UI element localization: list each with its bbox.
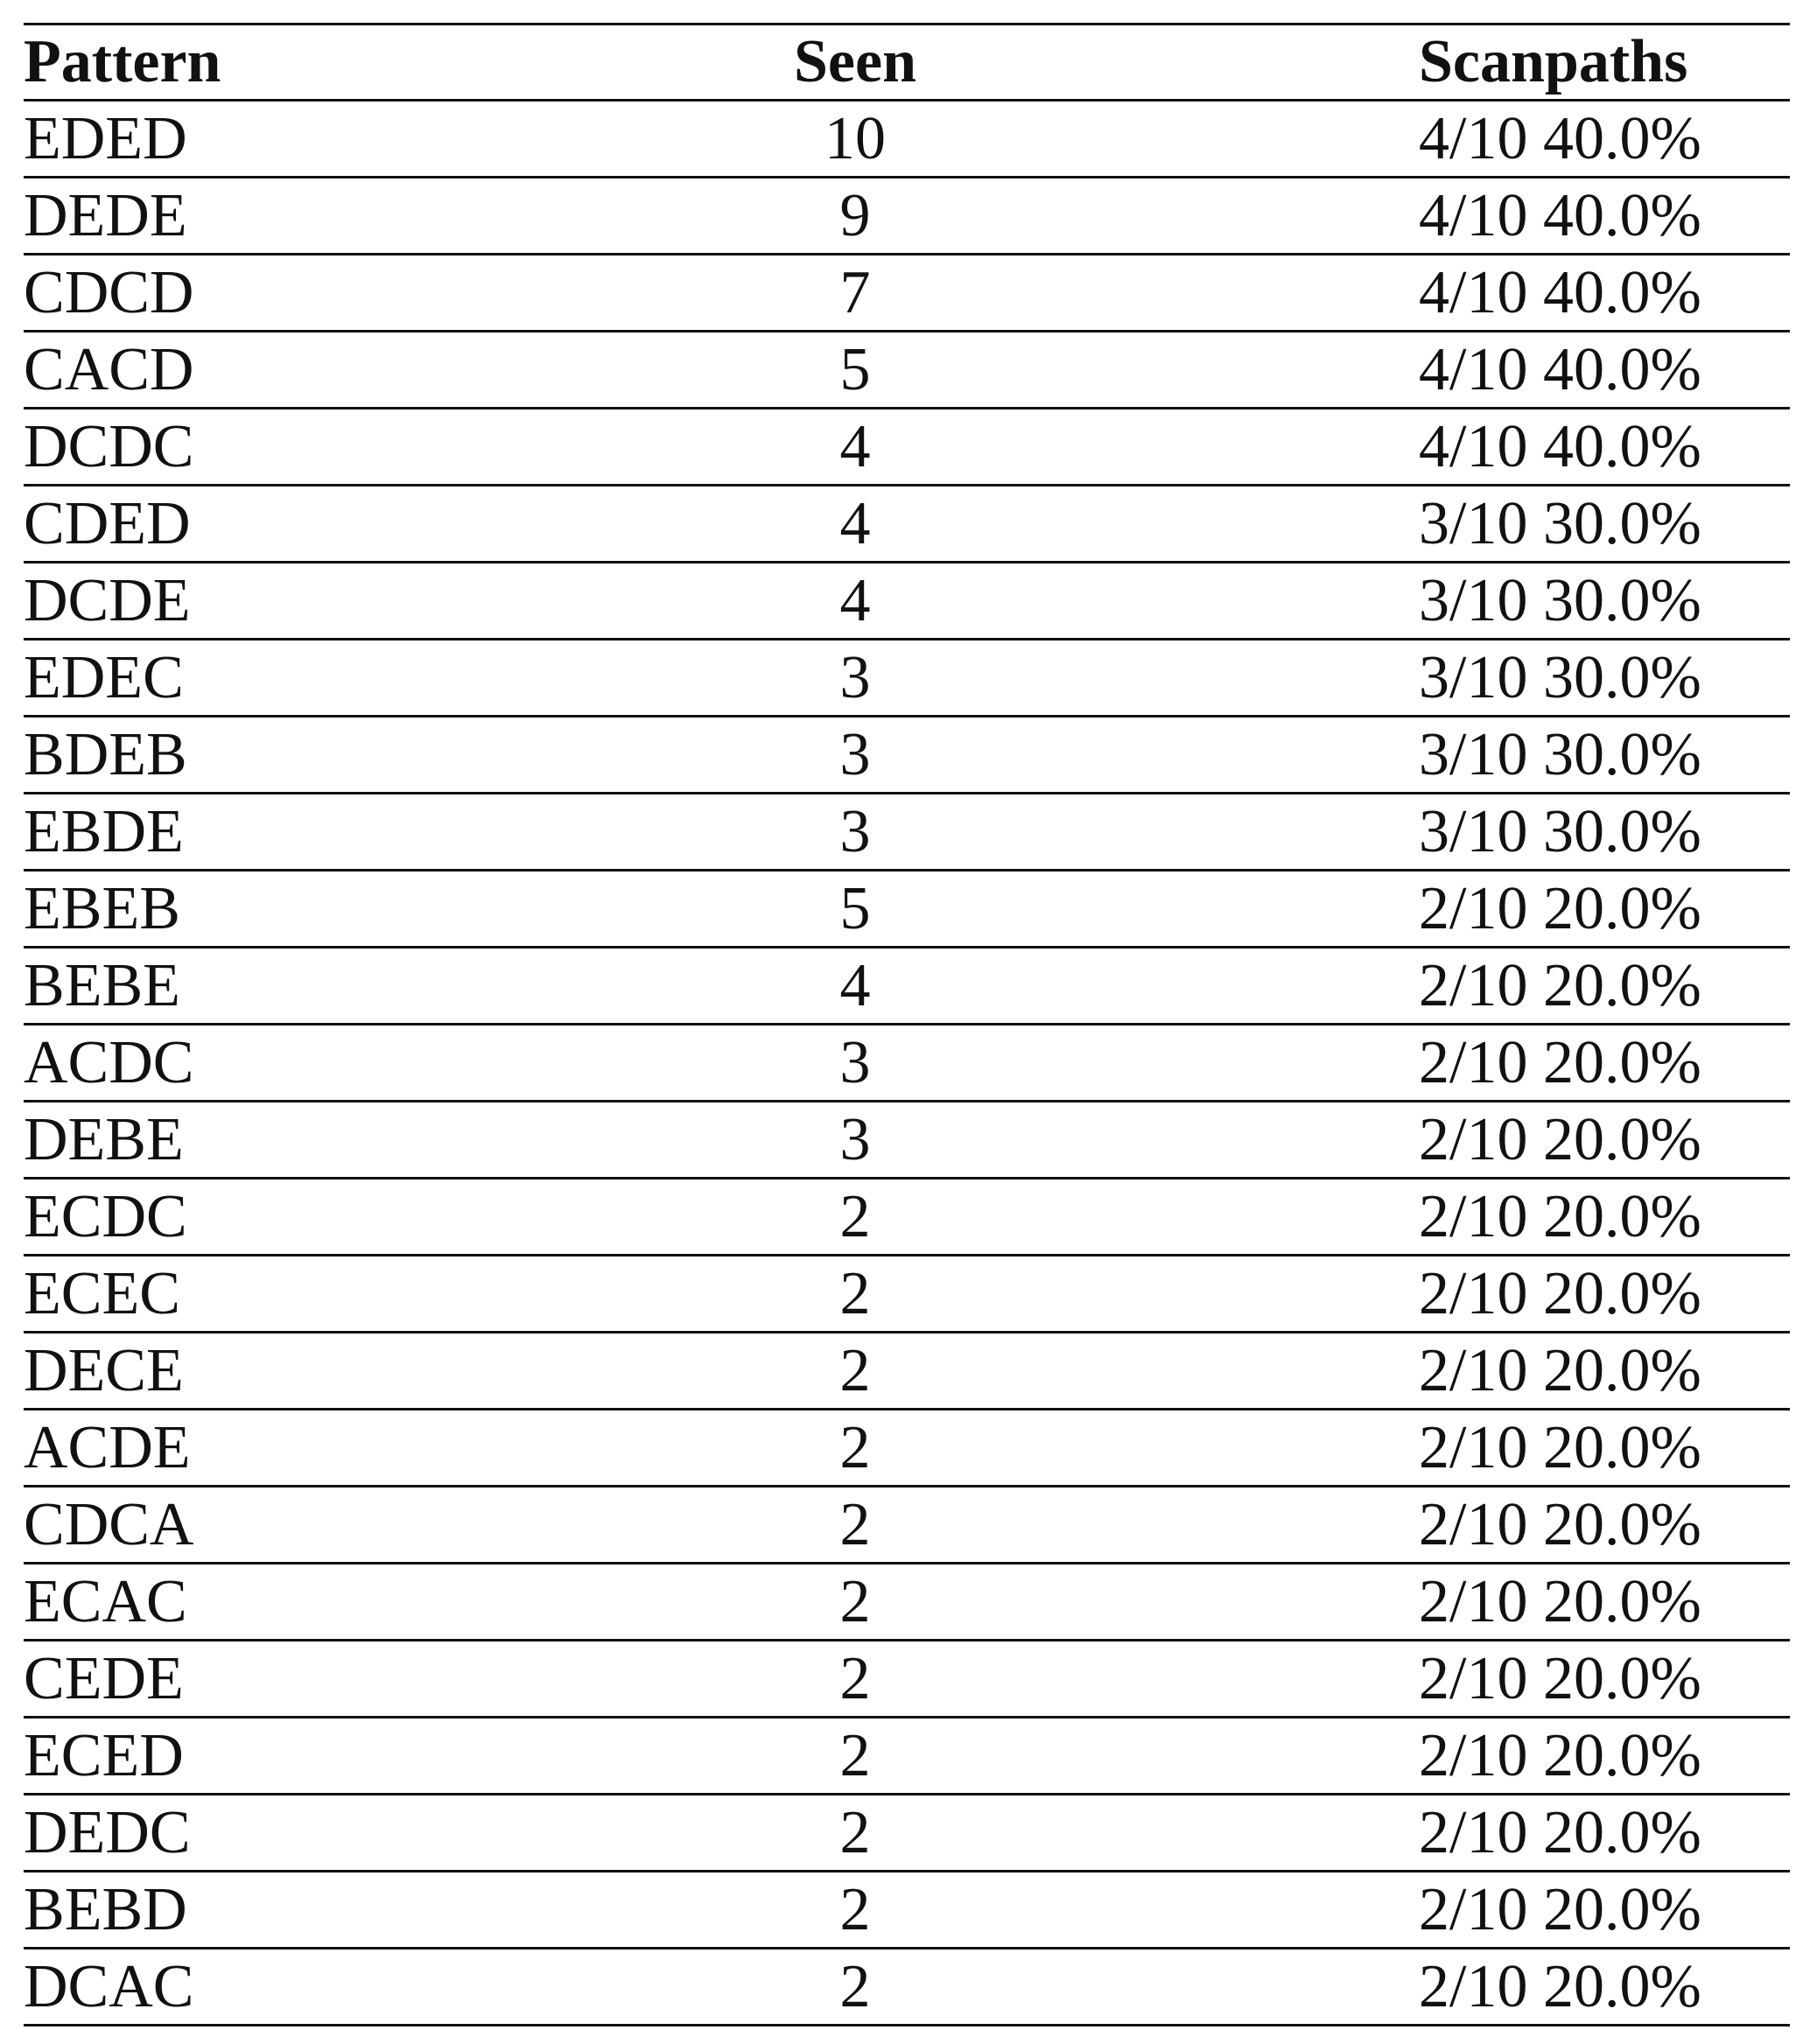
pattern-cell: CEDE	[24, 1644, 184, 1712]
table-row	[24, 332, 1790, 410]
table-row	[24, 1256, 1790, 1334]
scanpaths-cell: 4/10 40.0%	[1419, 412, 1701, 480]
scanpaths-cell: 2/10 20.0%	[1419, 1413, 1701, 1481]
pattern-cell: DEDE	[24, 181, 187, 249]
scanpaths-cell: 2/10 20.0%	[1419, 1875, 1701, 1943]
pattern-cell: BDEB	[24, 720, 187, 788]
table-header-row	[24, 25, 1790, 102]
pattern-cell: ACDE	[24, 1413, 191, 1481]
pattern-cell: ECEC	[24, 1259, 180, 1327]
pattern-cell: DEDC	[24, 1798, 191, 1866]
scanpaths-cell: 4/10 40.0%	[1419, 258, 1701, 326]
scanpaths-cell: 2/10 20.0%	[1419, 1336, 1701, 1404]
pattern-cell: ECAC	[24, 1567, 187, 1635]
pattern-cell: ACDC	[24, 1028, 194, 1096]
pattern-cell: DEBE	[24, 1105, 184, 1173]
table-row	[24, 178, 1790, 256]
table-row	[24, 102, 1790, 178]
table-row	[24, 1642, 1790, 1718]
pattern-cell: DECE	[24, 1336, 184, 1404]
table-row	[24, 794, 1790, 872]
scanpaths-cell: 2/10 20.0%	[1419, 1798, 1701, 1866]
seen-cell: 10	[824, 104, 886, 172]
scanpaths-cell: 2/10 20.0%	[1419, 1259, 1701, 1327]
pattern-cell: EDEC	[24, 643, 184, 711]
scanpaths-cell: 4/10 40.0%	[1419, 335, 1701, 403]
scanpaths-cell: 2/10 20.0%	[1419, 951, 1701, 1019]
pattern-cell: CDCA	[24, 1490, 194, 1558]
seen-cell: 3	[839, 720, 871, 788]
table-row	[24, 564, 1790, 640]
seen-cell: 4	[839, 412, 871, 480]
pattern-cell: EBEB	[24, 874, 180, 942]
seen-cell: 5	[839, 335, 871, 403]
table-row	[24, 410, 1790, 486]
seen-cell: 2	[839, 1259, 871, 1327]
table-row	[24, 1410, 1790, 1488]
table-row	[24, 1102, 1790, 1180]
table-row	[24, 718, 1790, 794]
table-row	[24, 1872, 1790, 1950]
scanpaths-cell: 2/10 20.0%	[1419, 874, 1701, 942]
seen-cell: 7	[839, 258, 871, 326]
table-row	[24, 1950, 1790, 2026]
pattern-cell: CACD	[24, 335, 194, 403]
header-scanpaths: Scanpaths	[1419, 28, 1688, 95]
table-row	[24, 256, 1790, 332]
pattern-table	[24, 23, 1790, 2026]
table-row	[24, 1564, 1790, 1642]
seen-cell: 2	[839, 1644, 871, 1712]
seen-cell: 3	[839, 797, 871, 865]
pattern-cell: DCDE	[24, 566, 191, 634]
pattern-cell: DCDC	[24, 412, 194, 480]
seen-cell: 2	[839, 1875, 871, 1943]
seen-cell: 2	[839, 1567, 871, 1635]
seen-cell: 4	[839, 489, 871, 557]
seen-cell: 2	[839, 1490, 871, 1558]
seen-cell: 2	[839, 1182, 871, 1250]
scanpaths-cell: 4/10 40.0%	[1419, 104, 1701, 172]
seen-cell: 2	[839, 1952, 871, 2020]
scanpaths-cell: 2/10 20.0%	[1419, 1028, 1701, 1096]
table-row	[24, 640, 1790, 718]
scanpaths-cell: 2/10 20.0%	[1419, 1490, 1701, 1558]
scanpaths-cell: 3/10 30.0%	[1419, 720, 1701, 788]
scanpaths-cell: 2/10 20.0%	[1419, 1567, 1701, 1635]
header-pattern: Pattern	[24, 28, 221, 95]
scanpaths-cell: 4/10 40.0%	[1419, 181, 1701, 249]
seen-cell: 2	[839, 1721, 871, 1789]
scanpaths-cell: 3/10 30.0%	[1419, 797, 1701, 865]
pattern-cell: DCAC	[24, 1952, 194, 2020]
seen-cell: 4	[839, 566, 871, 634]
table-row	[24, 1334, 1790, 1410]
table-row	[24, 1488, 1790, 1564]
seen-cell: 2	[839, 1798, 871, 1866]
table-row	[24, 872, 1790, 948]
table-row	[24, 1180, 1790, 1256]
header-seen: Seen	[794, 28, 916, 95]
scanpaths-cell: 2/10 20.0%	[1419, 1721, 1701, 1789]
table-row	[24, 948, 1790, 1026]
seen-cell: 9	[839, 181, 871, 249]
seen-cell: 5	[839, 874, 871, 942]
pattern-cell: ECED	[24, 1721, 184, 1789]
pattern-cell: CDED	[24, 489, 191, 557]
table-row	[24, 1718, 1790, 1796]
pattern-cell: ECDC	[24, 1182, 187, 1250]
pattern-cell: BEBE	[24, 951, 180, 1019]
scanpaths-cell: 3/10 30.0%	[1419, 643, 1701, 711]
table-body	[24, 102, 1790, 2026]
table-row	[24, 1026, 1790, 1102]
seen-cell: 3	[839, 1028, 871, 1096]
seen-cell: 3	[839, 1105, 871, 1173]
scanpaths-cell: 3/10 30.0%	[1419, 566, 1701, 634]
table-row	[24, 486, 1790, 564]
seen-cell: 2	[839, 1413, 871, 1481]
seen-cell: 4	[839, 951, 871, 1019]
scanpaths-cell: 2/10 20.0%	[1419, 1952, 1701, 2020]
pattern-cell: CDCD	[24, 258, 194, 326]
scanpaths-cell: 2/10 20.0%	[1419, 1644, 1701, 1712]
scanpaths-cell: 3/10 30.0%	[1419, 489, 1701, 557]
pattern-cell: EBDE	[24, 797, 184, 865]
seen-cell: 2	[839, 1336, 871, 1404]
table-row	[24, 1796, 1790, 1872]
pattern-cell: BEBD	[24, 1875, 187, 1943]
scanpaths-cell: 2/10 20.0%	[1419, 1105, 1701, 1173]
pattern-cell: EDED	[24, 104, 187, 172]
scanpaths-cell: 2/10 20.0%	[1419, 1182, 1701, 1250]
seen-cell: 3	[839, 643, 871, 711]
